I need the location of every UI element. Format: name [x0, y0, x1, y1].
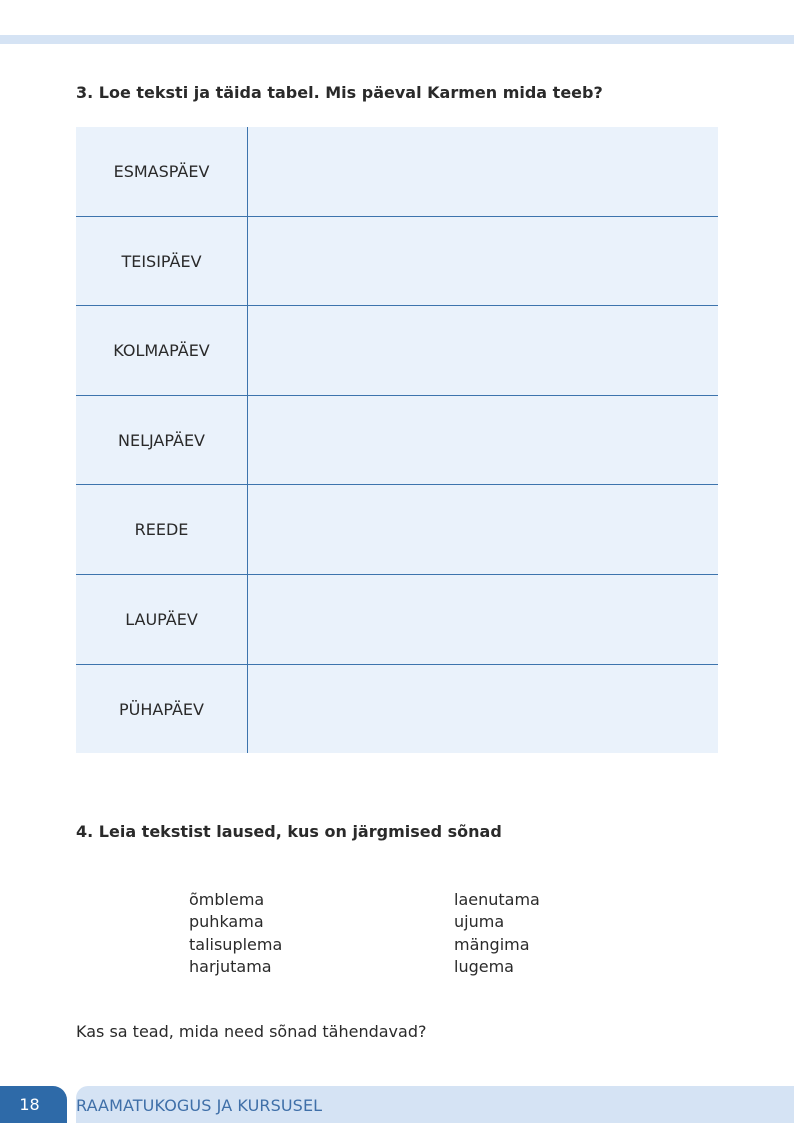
table-column-divider	[247, 127, 248, 753]
table-row	[76, 396, 718, 485]
day-label: PÜHAPÄEV	[119, 700, 204, 719]
answer-cell[interactable]	[248, 485, 718, 574]
word-item: puhkama	[189, 912, 264, 932]
day-label: NELJAPÄEV	[118, 431, 205, 450]
day-label: TEISIPÄEV	[121, 252, 202, 271]
day-label: KOLMAPÄEV	[113, 341, 210, 360]
table-row	[76, 575, 718, 664]
weekday-table	[76, 127, 718, 753]
answer-cell[interactable]	[248, 665, 718, 754]
answer-cell[interactable]	[248, 127, 718, 216]
table-row	[76, 665, 718, 754]
table-row	[76, 127, 718, 216]
table-row	[76, 306, 718, 395]
table-row	[76, 217, 718, 306]
word-item: lugema	[454, 957, 514, 977]
word-item: talisuplema	[189, 934, 283, 954]
word-item: õmblema	[189, 890, 265, 909]
word-item: mängima	[454, 934, 530, 954]
table-row	[76, 485, 718, 574]
top-decorative-stripe	[0, 35, 794, 44]
exercise-3-heading: 3. Loe teksti ja täida tabel. Mis päeval Karmen mida teeb?	[76, 83, 603, 102]
footer-bar	[76, 1086, 794, 1123]
word-item: laenutama	[454, 890, 540, 909]
exercise-4-heading: 4. Leia tekstist laused, kus on järgmised sõnad	[76, 822, 502, 841]
word-item: ujuma	[454, 912, 505, 932]
word-list-right	[454, 889, 540, 979]
question-text: Kas sa tead, mida need sõnad tähendavad?	[76, 1022, 427, 1041]
page-number: 18	[0, 1086, 67, 1123]
answer-cell[interactable]	[248, 396, 718, 485]
answer-cell[interactable]	[248, 575, 718, 664]
section-title: RAAMATUKOGUS JA KURSUSEL	[76, 1096, 323, 1115]
answer-cell[interactable]	[248, 306, 718, 395]
day-label: REEDE	[134, 520, 189, 539]
day-label: ESMASPÄEV	[113, 162, 210, 181]
word-list-left	[189, 889, 282, 979]
word-item: harjutama	[189, 957, 272, 977]
answer-cell[interactable]	[248, 217, 718, 306]
day-label: LAUPÄEV	[125, 610, 198, 629]
